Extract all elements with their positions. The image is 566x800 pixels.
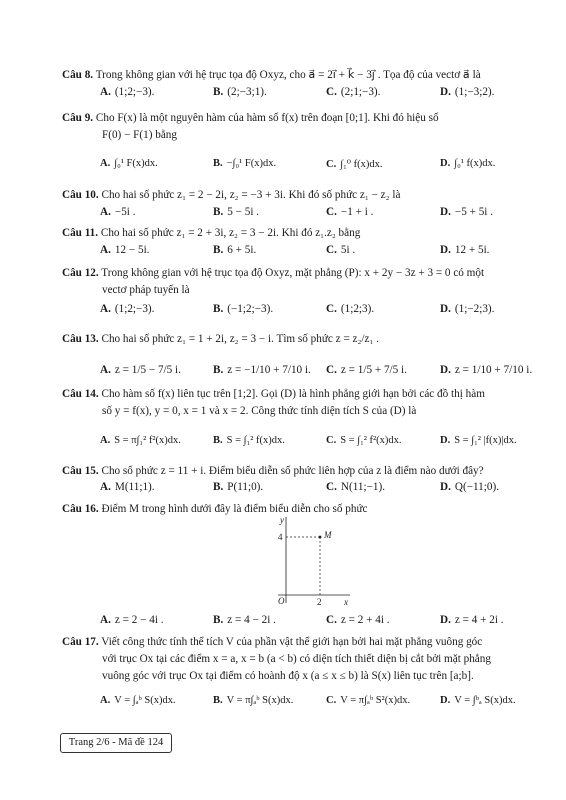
question-number: Câu 8. [62, 69, 94, 81]
question-number: Câu 16. [62, 503, 99, 515]
option-d: D. S = ∫₁² |f(x)|dx. [440, 435, 517, 446]
x-tick-label: 2 [317, 597, 322, 607]
question-text: Cho hàm số f(x) liên tục trên [1;2]. Gọi (D) là hình phẳng giới hạn bởi các đồ thị hàm [101, 388, 485, 400]
question-number: Câu 11. [62, 227, 99, 239]
options-11 [100, 244, 540, 261]
question-10 [62, 187, 540, 204]
question-number: Câu 13. [62, 333, 99, 345]
option-b: B. −∫₀¹ F(x)dx. [213, 158, 277, 169]
option-c: C. (1;2;3). [326, 303, 375, 315]
option-a: A. z = 2 − 4i . [100, 614, 164, 626]
question-text: Cho số phức z = 11 + i. Điểm biểu diễn số phức liên hợp của z là điểm nào dưới đây? [101, 465, 484, 477]
question-14 [62, 386, 540, 420]
question-number: Câu 14. [62, 388, 99, 400]
option-c: C. (2;1;−3). [326, 86, 381, 98]
question-8 [62, 67, 540, 84]
options-16 [100, 614, 540, 631]
point-m-label: M [324, 530, 332, 540]
option-d: D. −5 + 5i . [440, 206, 493, 218]
options-9 [100, 158, 540, 175]
question-text-3: vuông góc với trục Ox tại điểm có hoành độ x (a ≤ x ≤ b) là S(x) liên tục trên [a;b]. [102, 670, 474, 682]
option-c: C. z = 1/5 + 7/5 i. [326, 364, 407, 376]
options-14 [100, 435, 540, 452]
option-a: A. z = 1/5 − 7/5 i. [100, 364, 181, 376]
x-axis-label: x [344, 597, 348, 607]
question-text: Cho hai số phức z₁ = 1 + 2i, z₂ = 3 − i. Tìm số phức z = z₂/z₁ . [101, 333, 379, 345]
y-tick-label: 4 [278, 532, 283, 542]
question-12 [62, 265, 540, 299]
question-text: Điểm M trong hình dưới đây là điểm biểu diễn cho số phức [101, 503, 368, 515]
question-11 [62, 225, 540, 242]
question-number: Câu 17. [62, 636, 99, 648]
option-a: A. (1;2;−3). [100, 303, 155, 315]
question-text-2: với trục Ox tại các điểm x = a, x = b (a < b) có diện tích thiết diện bị cắt bởi mặt phẳng [102, 653, 491, 665]
options-10 [100, 206, 540, 223]
option-b: B. 5 − 5i . [213, 206, 260, 218]
option-d: D. 12 + 5i. [440, 244, 490, 256]
option-b: B. 6 + 5i. [213, 244, 257, 256]
option-d: D. (1;−2;3). [440, 303, 495, 315]
question-text: Trong không gian với hệ trục tọa độ Oxyz, cho a⃗ = 2i⃗ + k⃗ − 3j⃗ . Tọa độ của vectơ a⃗ là [95, 69, 481, 81]
options-8 [100, 86, 540, 103]
option-c: C. N(11;−1). [326, 481, 386, 493]
question-text: Cho hai số phức z₁ = 2 + 3i, z₂ = 3 − 2i. Khi đó z₁.z₂ bằng [100, 227, 361, 239]
options-15 [100, 481, 540, 498]
option-d: D. ∫₀¹ f(x)dx. [440, 158, 496, 169]
question-text-2: F(0) − F(1) bằng [102, 129, 177, 141]
options-12 [100, 303, 540, 320]
complex-plane-graph [272, 513, 352, 609]
option-d: D. Q(−11;0). [440, 481, 500, 493]
option-b: B. (2;−3;1). [213, 86, 267, 98]
option-d: D. V = ∫ᵇₐ S(x)dx. [440, 695, 516, 706]
option-c: C. 5i . [326, 244, 356, 256]
option-a: A. 12 − 5i. [100, 244, 150, 256]
option-b: B. z = −1/10 + 7/10 i. [213, 364, 311, 376]
question-text-2: số y = f(x), y = 0, x = 1 và x = 2. Công thức tính diện tích S của (D) là [102, 405, 417, 417]
point-m [319, 536, 322, 539]
option-c: C. z = 2 + 4i . [326, 614, 390, 626]
question-15 [62, 463, 540, 480]
option-a: A. M(11;1). [100, 481, 155, 493]
option-d: D. z = 1/10 + 7/10 i. [440, 364, 533, 376]
question-text: Trong không gian với hệ trục tọa độ Oxyz, mặt phẳng (P): x + 2y − 3z + 3 = 0 có một [101, 267, 485, 279]
options-13 [100, 364, 540, 381]
options-17 [100, 695, 540, 712]
option-b: B. V = π∫ₐᵇ S(x)dx. [213, 695, 294, 706]
question-9 [62, 110, 540, 144]
question-number: Câu 9. [62, 112, 94, 124]
option-b: B. (−1;2;−3). [213, 303, 274, 315]
option-c: C. −1 + i . [326, 206, 374, 218]
question-13 [62, 331, 540, 348]
question-text: Viết công thức tính thể tích V của phần vật thể giới hạn bởi hai mặt phẳng vuông góc [101, 636, 483, 648]
option-c: C. S = ∫₁² f²(x)dx. [326, 435, 402, 446]
page-footer: Trang 2/6 - Mã đề 124 [60, 733, 172, 753]
option-d: D. z = 4 + 2i . [440, 614, 504, 626]
option-a: A. (1;2;−3). [100, 86, 155, 98]
option-c: C. V = π∫ₐᵇ S²(x)dx. [326, 695, 411, 706]
option-a: A. −5i . [100, 206, 136, 218]
option-a: A. S = π∫₁² f²(x)dx. [100, 435, 181, 446]
option-c: C. ∫₁⁰ f(x)dx. [326, 159, 383, 170]
option-d: D. (1;−3;2). [440, 86, 495, 98]
origin-label: O [278, 596, 285, 606]
option-a: A. ∫₀¹ F(x)dx. [100, 158, 158, 169]
question-text: Cho F(x) là một nguyên hàm của hàm số f(x) trên đoạn [0;1]. Khi đó hiệu số [95, 112, 439, 124]
question-text: Cho hai số phức z₁ = 2 − 2i, z₂ = −3 + 3i. Khi đó số phức z₁ − z₂ là [101, 189, 401, 201]
question-17 [62, 634, 540, 685]
question-text-2: vectơ pháp tuyến là [102, 284, 190, 296]
option-b: B. z = 4 − 2i . [213, 614, 276, 626]
question-number: Câu 15. [62, 465, 99, 477]
y-axis-label: y [280, 515, 284, 525]
option-b: B. S = ∫₁² f(x)dx. [213, 435, 285, 446]
question-number: Câu 10. [62, 189, 99, 201]
question-number: Câu 12. [62, 267, 99, 279]
option-a: A. V = ∫ₐᵇ S(x)dx. [100, 695, 176, 706]
option-b: B. P(11;0). [213, 481, 264, 493]
